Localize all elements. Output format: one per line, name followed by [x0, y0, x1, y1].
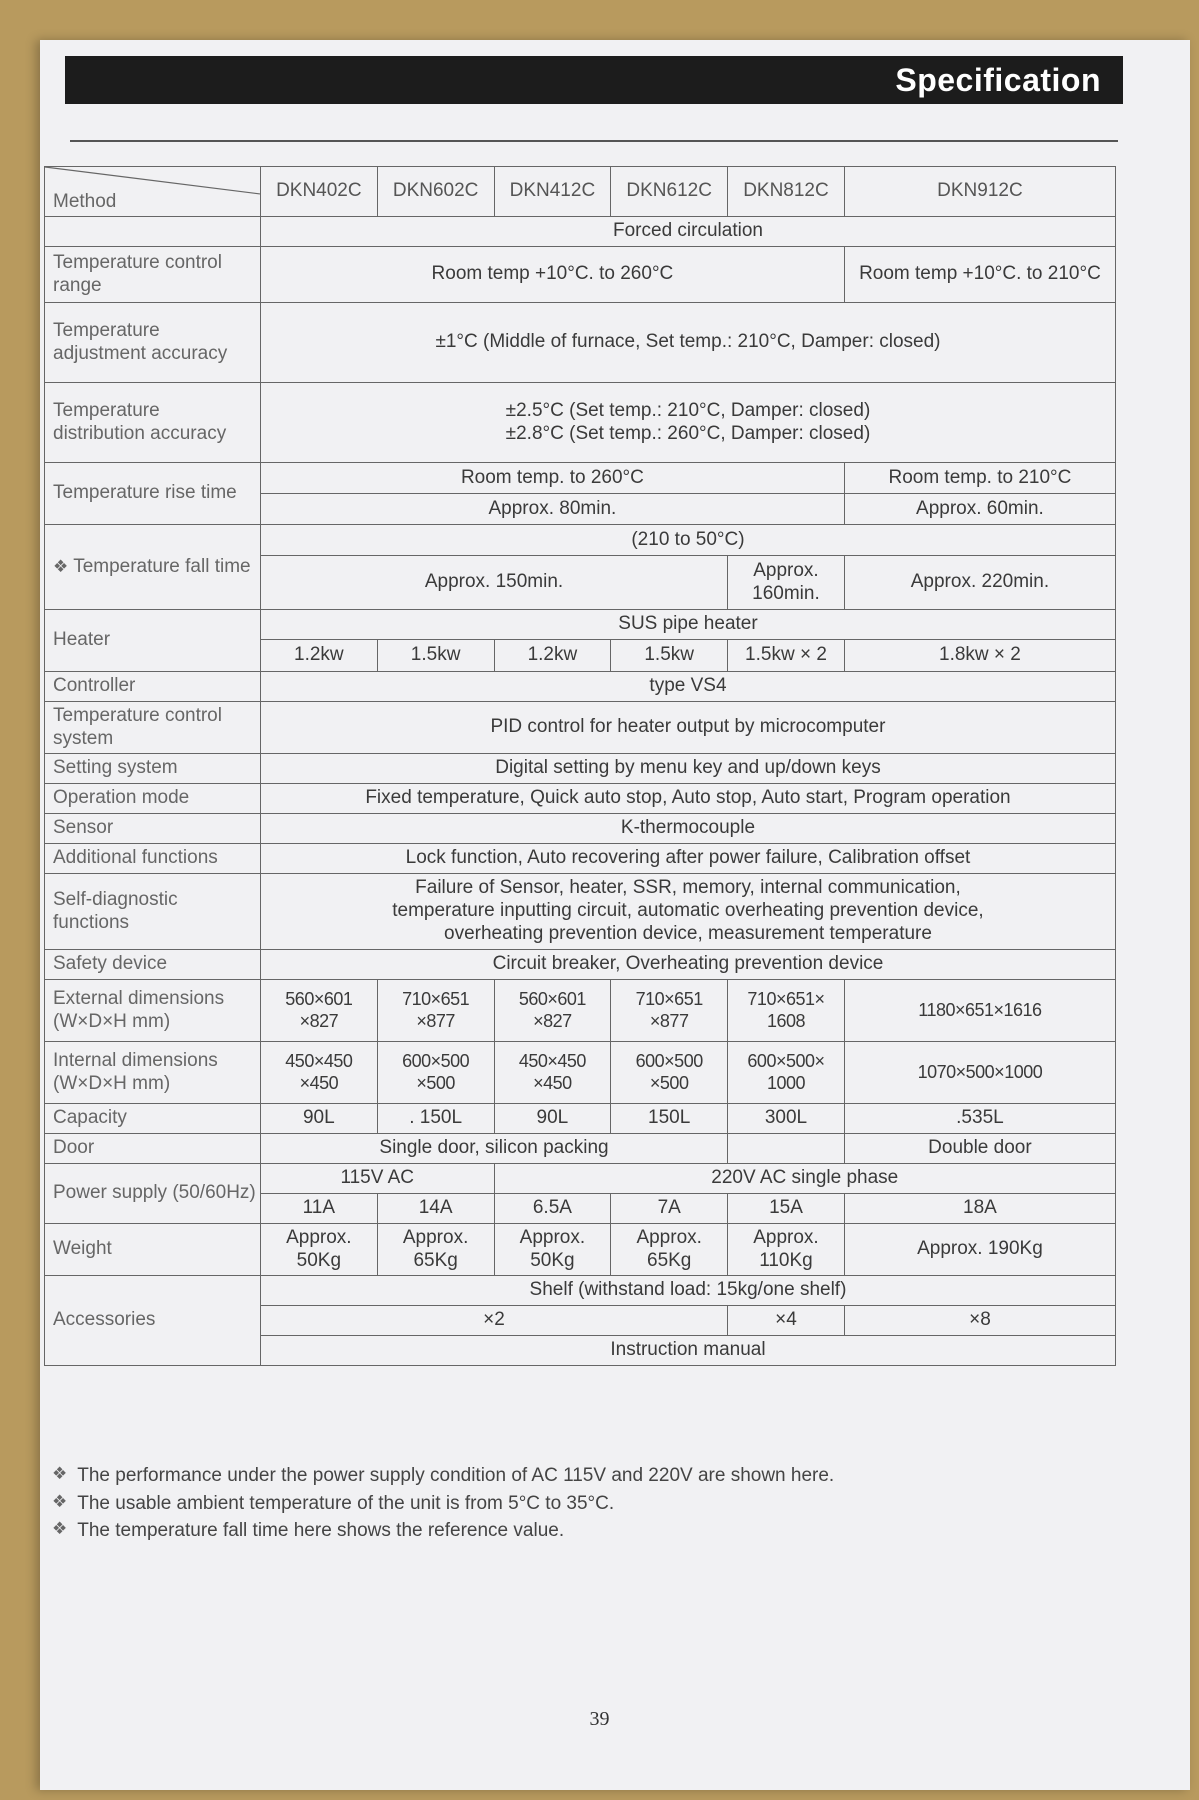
cell-value: Approx. 50Kg [260, 1224, 377, 1276]
cell-value: .535L [844, 1104, 1115, 1134]
table-row [45, 1276, 1116, 1306]
table-row [45, 383, 1116, 463]
cell-value: K-thermocouple [260, 814, 1115, 844]
cell-value: Approx. 65Kg [377, 1224, 494, 1276]
footnote-text: The temperature fall time here shows the reference value. [77, 1520, 565, 1542]
cell-value: type VS4 [260, 672, 1115, 702]
table-row [45, 303, 1116, 383]
row-label: External dimensions (W×D×H mm) [45, 980, 261, 1042]
table-row [45, 1134, 1116, 1164]
cell-value: Fixed temperature, Quick auto stop, Auto stop, Auto start, Program operation [260, 784, 1115, 814]
row-label: Sensor [45, 814, 261, 844]
cell-value: 1180×651×1616 [844, 980, 1115, 1042]
cell-value: 6.5A [494, 1194, 611, 1224]
table-row [45, 702, 1116, 754]
row-label: Temperature adjustment accuracy [45, 303, 261, 383]
table-row [45, 754, 1116, 784]
cell-value: ×2 [260, 1306, 727, 1336]
cell-value: 14A [377, 1194, 494, 1224]
cell-value: Approx. 150min. [260, 556, 727, 610]
table-row [45, 525, 1116, 556]
cell-value: 1.5kw × 2 [728, 640, 845, 672]
line: ±2.5°C (Set temp.: 210°C, Damper: closed) [505, 399, 871, 421]
cell-value: 1.2kw [494, 640, 611, 672]
table-row [45, 463, 1116, 494]
cell-value: Approx. 50Kg [494, 1224, 611, 1276]
cell-value: ±1°C (Middle of furnace, Set temp.: 210°C, Damper: closed) [260, 303, 1115, 383]
row-label: Temperature control system [45, 702, 261, 754]
note-symbol-icon: ❖ [52, 1464, 68, 1483]
specification-table [44, 166, 1116, 1366]
cell-value: 710×651 ×877 [377, 980, 494, 1042]
cell-value: . 150L [377, 1104, 494, 1134]
cell-value: 7A [611, 1194, 728, 1224]
table-row [45, 1042, 1116, 1104]
cell-value: SUS pipe heater [260, 610, 1115, 640]
method-value: Forced circulation [260, 217, 1115, 247]
cell-value: 18A [844, 1194, 1115, 1224]
cell-value: ×8 [844, 1306, 1115, 1336]
cell-value: Instruction manual [260, 1336, 1115, 1366]
cell-value: Double door [844, 1134, 1115, 1164]
row-label: Temperature fall time [73, 555, 251, 577]
cell-value: Approx. 110Kg [728, 1224, 845, 1276]
cell-value: Approx. 190Kg [844, 1224, 1115, 1276]
footnotes [52, 1462, 1102, 1545]
cell-value: Single door, silicon packing [260, 1134, 727, 1164]
cell-value: 1.2kw [260, 640, 377, 672]
cell-value: 1070×500×1000 [844, 1042, 1115, 1104]
page-title: Specification [895, 61, 1101, 98]
row-label: Method [53, 191, 117, 213]
row-label: Temperature rise time [45, 463, 261, 525]
cell-value: Approx. 60min. [844, 494, 1115, 525]
cell-value: 1.5kw [377, 640, 494, 672]
cell-value: (210 to 50°C) [260, 525, 1115, 556]
cell-value: 450×450 ×450 [260, 1042, 377, 1104]
table-row [45, 167, 1116, 217]
table-row [45, 844, 1116, 874]
table-row [45, 980, 1116, 1042]
cell-value: ×4 [728, 1306, 845, 1336]
row-label-spacer [45, 217, 261, 247]
cell-value: 300L [728, 1104, 845, 1134]
table-row [45, 784, 1116, 814]
note-symbol-icon: ❖ [52, 1491, 68, 1511]
page-number: 39 [589, 1708, 610, 1730]
row-label-cell [45, 525, 261, 610]
line: Failure of Sensor, heater, SSR, memory, internal communication, [415, 877, 961, 899]
note-symbol-icon: ❖ [52, 1519, 68, 1539]
cell-value: 560×601 ×827 [494, 980, 611, 1042]
cell-value: 90L [494, 1104, 611, 1134]
empty-cell [728, 1134, 845, 1164]
row-label: Heater [45, 610, 261, 672]
row-label: Power supply (50/60Hz) [45, 1164, 261, 1224]
table-row [45, 672, 1116, 702]
cell-value: Approx. 220min. [844, 556, 1115, 610]
cell-value: Room temp. to 260°C [260, 463, 844, 494]
model-header: DKN402C [260, 167, 377, 217]
table-row [45, 950, 1116, 980]
model-header: DKN602C [377, 167, 494, 217]
row-label: Accessories [45, 1276, 261, 1366]
row-label: Door [45, 1134, 261, 1164]
cell-value: 710×651× 1608 [728, 980, 845, 1042]
cell-value: 710×651 ×877 [611, 980, 728, 1042]
cell-value: Digital setting by menu key and up/down keys [260, 754, 1115, 784]
cell-value: 90L [260, 1104, 377, 1134]
cell-value: 15A [728, 1194, 845, 1224]
row-label: Temperature distribution accuracy [45, 383, 261, 463]
model-header: DKN412C [494, 167, 611, 217]
line: temperature inputting circuit, automatic overheating prevention device, [392, 900, 984, 922]
cell-value: 115V AC [260, 1164, 494, 1194]
table-row [45, 814, 1116, 844]
cell-value [260, 383, 1115, 463]
row-label: Controller [45, 672, 261, 702]
header-bar [65, 56, 1123, 104]
row-label: Capacity [45, 1104, 261, 1134]
cell-value: Approx. 65Kg [611, 1224, 728, 1276]
cell-value: Room temp +10°C. to 260°C [260, 247, 844, 303]
footnote [52, 1517, 1102, 1545]
footnote-text: The usable ambient temperature of the unit is from 5°C to 35°C. [77, 1492, 615, 1514]
cell-value: 1.5kw [611, 640, 728, 672]
cell-value: Lock function, Auto recovering after power failure, Calibration offset [260, 844, 1115, 874]
table-row [45, 217, 1116, 247]
cell-value: Room temp +10°C. to 210°C [844, 247, 1115, 303]
row-label: Setting system [45, 754, 261, 784]
cell-value: 450×450 ×450 [494, 1042, 611, 1104]
table-row [45, 1224, 1116, 1276]
note-symbol-icon: ❖ [53, 556, 69, 576]
row-label: Temperature control range [45, 247, 261, 303]
table-row [45, 247, 1116, 303]
cell-value: 150L [611, 1104, 728, 1134]
footnote [52, 1462, 1102, 1490]
table-row [45, 1164, 1116, 1194]
line: overheating prevention device, measurement temperature [444, 922, 932, 944]
cell-value: PID control for heater output by microcomputer [260, 702, 1115, 754]
row-label: Additional functions [45, 844, 261, 874]
header-corner-cell [45, 167, 261, 217]
cell-value: 11A [260, 1194, 377, 1224]
cell-value: Approx. 160min. [728, 556, 845, 610]
cell-value: Approx. 80min. [260, 494, 844, 525]
cell-value: Room temp. to 210°C [844, 463, 1115, 494]
row-label: Internal dimensions (W×D×H mm) [45, 1042, 261, 1104]
divider [70, 140, 1118, 142]
cell-value: 600×500 ×500 [377, 1042, 494, 1104]
footnote [52, 1490, 1102, 1518]
table-row [45, 1104, 1116, 1134]
cell-value: 600×500 ×500 [611, 1042, 728, 1104]
row-label: Safety device [45, 950, 261, 980]
cell-value: 560×601 ×827 [260, 980, 377, 1042]
line: ±2.8°C (Set temp.: 260°C, Damper: closed) [505, 422, 871, 444]
model-header: DKN912C [844, 167, 1115, 217]
cell-value: 220V AC single phase [494, 1164, 1115, 1194]
footnote-text: The performance under the power supply condition of AC 115V and 220V are shown here. [77, 1465, 835, 1486]
cell-value: 600×500× 1000 [728, 1042, 845, 1104]
cell-value: 1.8kw × 2 [844, 640, 1115, 672]
model-header: DKN812C [728, 167, 845, 217]
cell-value [260, 874, 1115, 950]
model-header: DKN612C [611, 167, 728, 217]
cell-value: Shelf (withstand load: 15kg/one shelf) [260, 1276, 1115, 1306]
row-label: Weight [45, 1224, 261, 1276]
row-label: Self-diagnostic functions [45, 874, 261, 950]
cell-value: Circuit breaker, Overheating prevention device [260, 950, 1115, 980]
row-label: Operation mode [45, 784, 261, 814]
table-row [45, 874, 1116, 950]
table-row [45, 610, 1116, 640]
